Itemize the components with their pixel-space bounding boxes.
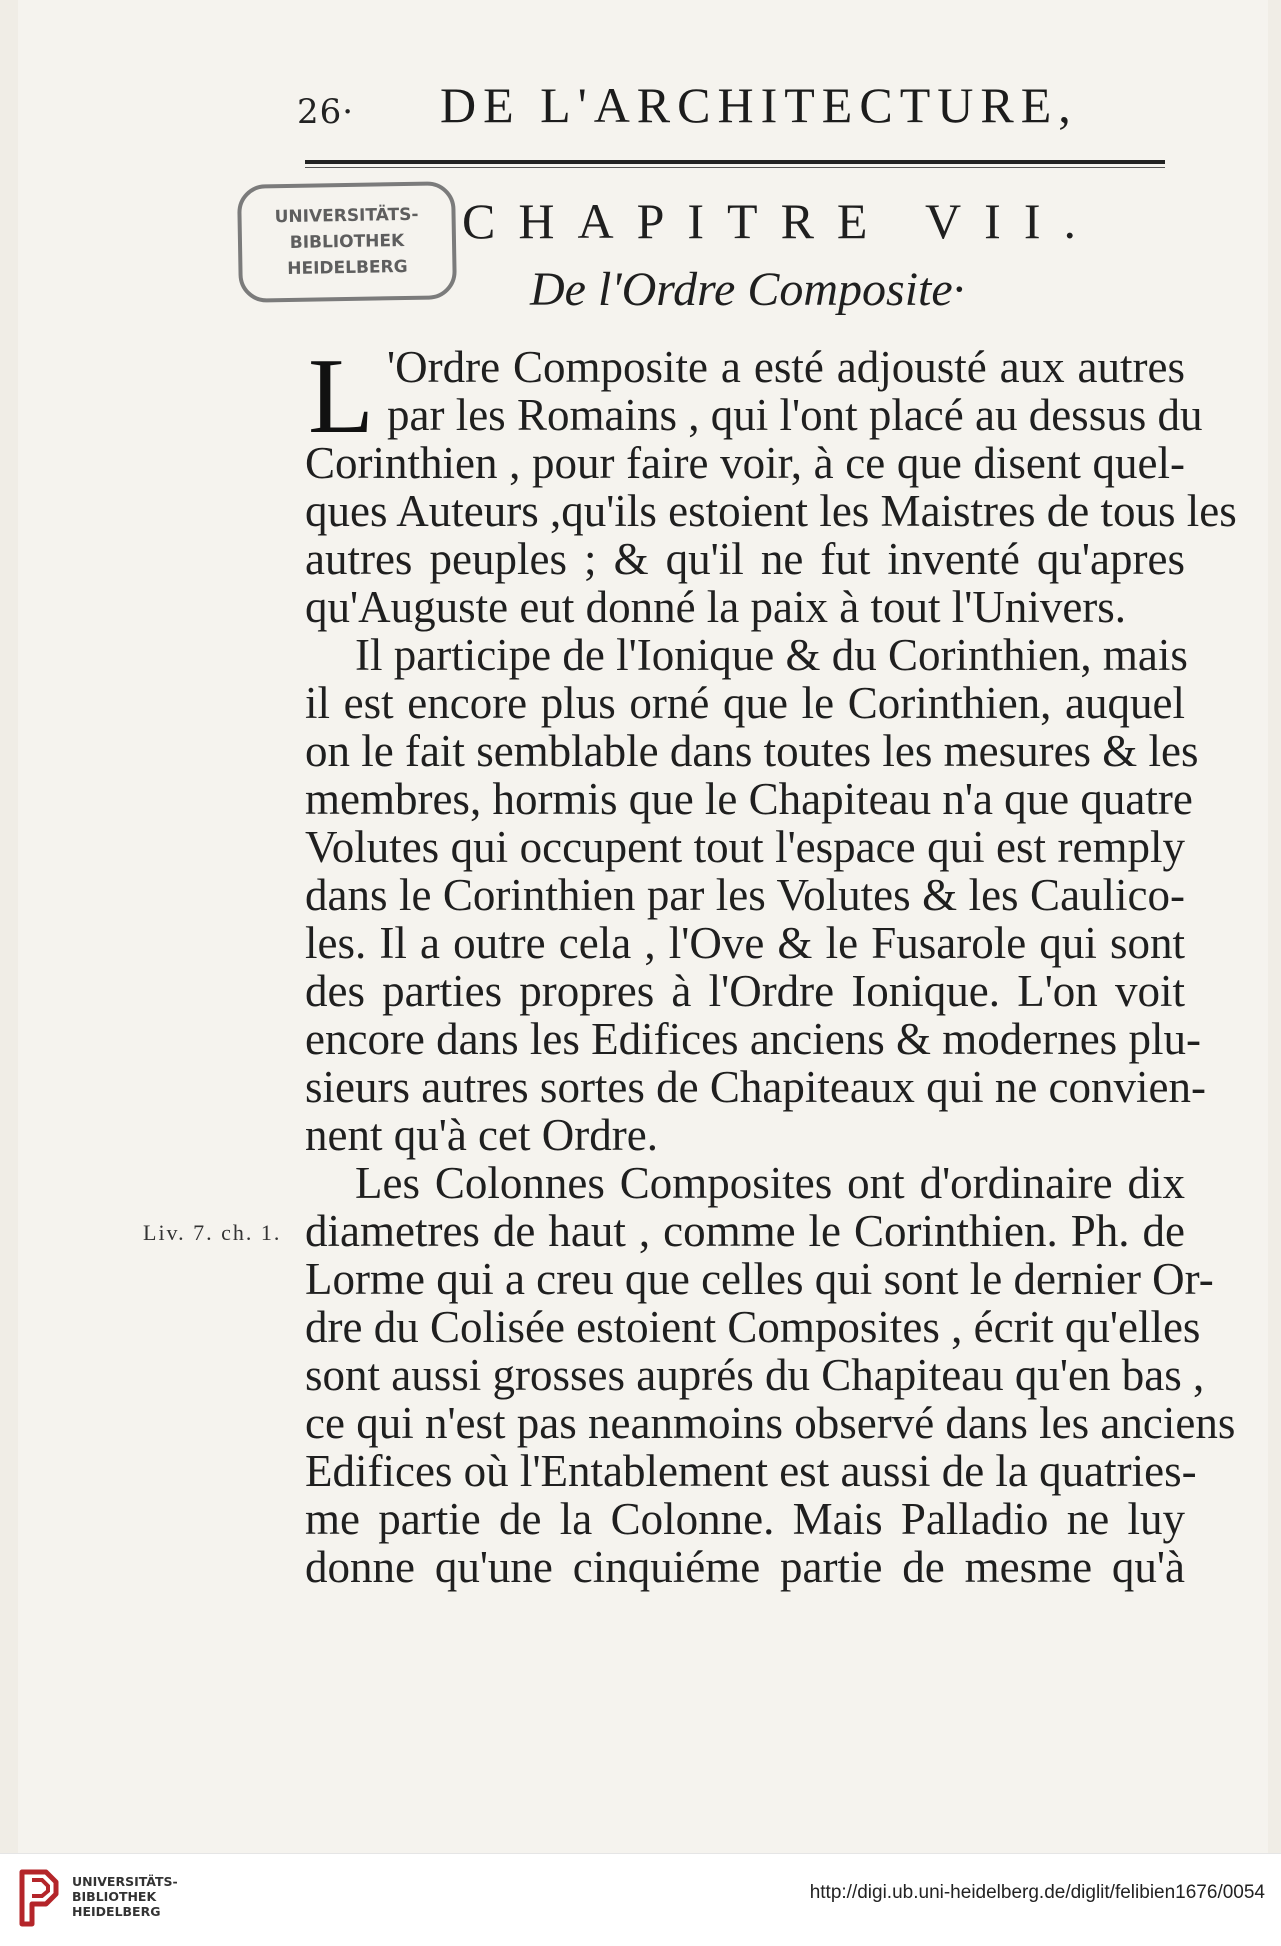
text-line: les. Il a outre cela , l'Ove & le Fusarole qui sont — [305, 918, 1185, 968]
library-stamp — [237, 181, 457, 303]
footer-bar — [0, 1853, 1281, 1946]
text-line: membres, hormis que le Chapiteau n'a que quatre — [305, 774, 1193, 824]
stamp-line: UNIVERSITÄTS- — [274, 204, 419, 228]
margin-note: Liv. 7. ch. 1. — [143, 1220, 282, 1245]
text-line: Il participe de l'Ionique & du Corinthien, mais — [355, 630, 1188, 680]
text-line: Edifices où l'Entablement est aussi de la quatries- — [305, 1446, 1197, 1496]
text-line: il est encore plus orné que le Corinthien, auquel — [305, 678, 1185, 728]
text-line: donne qu'une cinquiéme partie de mesme qu'à — [305, 1542, 1185, 1592]
page-number: 26· — [297, 92, 355, 132]
library-logo-text — [72, 1874, 178, 1919]
text-line: des parties propres à l'Ordre Ionique. L'on voit — [305, 966, 1185, 1016]
text-line: par les Romains , qui l'ont placé au dessus du — [387, 390, 1203, 440]
text-line: Corinthien , pour faire voir, à ce que disent quel- — [305, 438, 1185, 488]
text-line: sont aussi grosses auprés du Chapiteau qu'en bas , — [305, 1350, 1205, 1400]
logo-line: BIBLIOTHEK — [72, 1889, 157, 1904]
body-text — [305, 337, 1237, 1592]
stamp-line: HEIDELBERG — [287, 256, 408, 280]
stamp-line: BIBLIOTHEK — [289, 231, 405, 253]
text-line: autres peuples ; & qu'il ne fut inventé qu'apres — [305, 534, 1185, 584]
text-line: sieurs autres sortes de Chapiteaux qui ne convien- — [305, 1062, 1206, 1112]
text-line: Lorme qui a creu que celles qui sont le dernier Or- — [305, 1254, 1214, 1304]
text-line: on le fait semblable dans toutes les mesures & les — [305, 726, 1199, 776]
running-title: DE L'ARCHITECTURE, — [440, 77, 1078, 133]
text-line: encore dans les Edifices anciens & modernes plu- — [305, 1014, 1201, 1064]
text-line: ques Auteurs ,qu'ils estoient les Maistres de tous les — [305, 486, 1237, 536]
chapter-subtitle: De l'Ordre Composite· — [530, 263, 965, 316]
drop-cap: L — [308, 337, 374, 456]
running-head — [0, 70, 1281, 140]
text-line: diametres de haut , comme le Corinthien. Ph. de — [305, 1206, 1185, 1256]
header-rule-thin — [305, 167, 1165, 168]
chapter-title: CHAPITRE VII. — [462, 193, 1099, 249]
text-line: ce qui n'est pas neanmoins observé dans les anciens — [305, 1398, 1236, 1448]
permalink-url[interactable]: http://digi.ub.uni-heidelberg.de/diglit/felibien1676/0054 — [809, 1882, 1265, 1903]
text-line: nent qu'à cet Ordre. — [305, 1110, 658, 1160]
library-logo-icon — [12, 1864, 64, 1932]
logo-line: HEIDELBERG — [72, 1904, 161, 1919]
text-line: me partie de la Colonne. Mais Palladio ne luy — [305, 1494, 1185, 1544]
logo-line: UNIVERSITÄTS- — [72, 1874, 178, 1889]
text-line: dre du Colisée estoient Composites , écrit qu'elles — [305, 1302, 1201, 1352]
text-line: Volutes qui occupent tout l'espace qui est remply — [305, 822, 1185, 872]
header-rule — [305, 160, 1165, 164]
text-line: 'Ordre Composite a esté adjousté aux autres — [387, 342, 1185, 392]
text-line: qu'Auguste eut donné la paix à tout l'Univers. — [305, 582, 1127, 632]
text-line: dans le Corinthien par les Volutes & les Caulico- — [305, 870, 1185, 920]
text-line: Les Colonnes Composites ont d'ordinaire dix — [355, 1158, 1185, 1208]
